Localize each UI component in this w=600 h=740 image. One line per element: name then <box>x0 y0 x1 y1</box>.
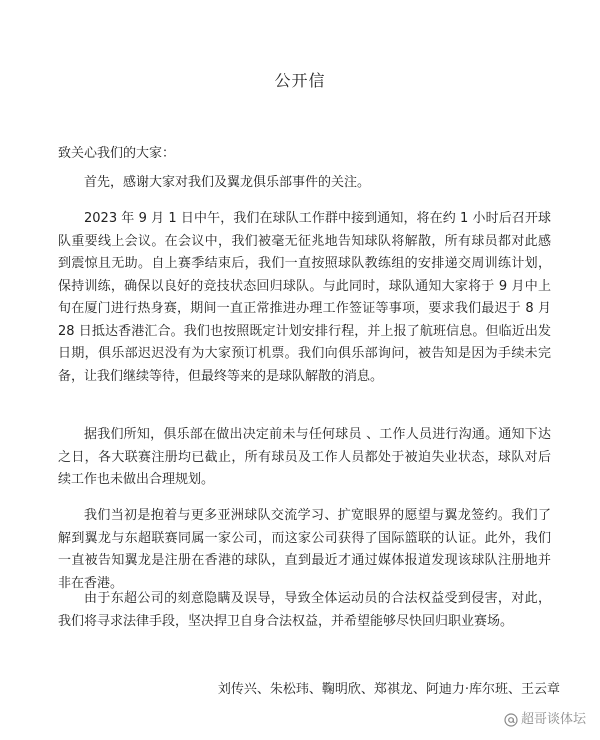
signatories: 刘传兴、朱松玮、鞠明欣、郑祺龙、阿迪力·库尔班、王云章 <box>217 682 560 697</box>
paragraph-signing-reason: 我们当初是抱着与更多亚洲球队交流学习、扩宽眼界的愿望与翼龙签约。我们了解到翼龙与东超联赛同属一家公司，而这家公司获得了国际篮联的认证。此外，我们一直被告知翼龙是注册在香港的球队，直到最近才通过媒体报道发现该球队注册地并非在香港。 <box>58 508 551 591</box>
weibo-at-icon <box>504 713 518 727</box>
watermark-text: 超哥谈体坛 <box>520 712 586 727</box>
watermark <box>504 711 586 729</box>
letter-salutation: 致关心我们的大家： <box>58 146 176 161</box>
paragraph-thanks: 首先，感谢大家对我们及翼龙俱乐部事件的关注。 <box>84 175 371 190</box>
paragraph-events: 2023 年 9 月 1 日中午，我们在球队工作群中接到通知，将在约 1 小时后召开球队重要线上会议。在会议中，我们被毫无征兆地告知球队将解散，所有球员都对此感到震惊且无助。自上赛季结束后，我们一直按照球队教练组的安排递交周训练计划，保持训练，确保以良好的竞技状态回归球队。与此同时，球队通知大家将于 9 月中上旬在厦门进行热身赛，期间一直正常推进办理工作签证等事项，要求我们最迟于 8 月 28 日抵达香港汇合。我们也按照既定计划安排行程，并上报了航班信息。但临近出发日期，俱乐部迟迟没有为大家预订机票。我们向俱乐部询问，被告知是因为手续未完备，让我们继续等待，但最终等来的是球队解散的消息。 <box>58 211 551 384</box>
paragraph-no-communication: 据我们所知，俱乐部在做出决定前未与任何球员 、工作人员进行沟通。通知下达之日，各大联赛注册均已截止，所有球员及工作人员都处于被迫失业状态，球队对后续工作也未做出合理规划。 <box>58 427 551 487</box>
paragraph-legal-action: 由于东超公司的刻意隐瞒及误导，导致全体运动员的合法权益受到侵害，对此，我们将寻求法律手段，坚决捍卫自身合法权益，并希望能够尽快回归职业赛场。 <box>58 591 551 629</box>
letter-title: 公开信 <box>274 71 326 90</box>
